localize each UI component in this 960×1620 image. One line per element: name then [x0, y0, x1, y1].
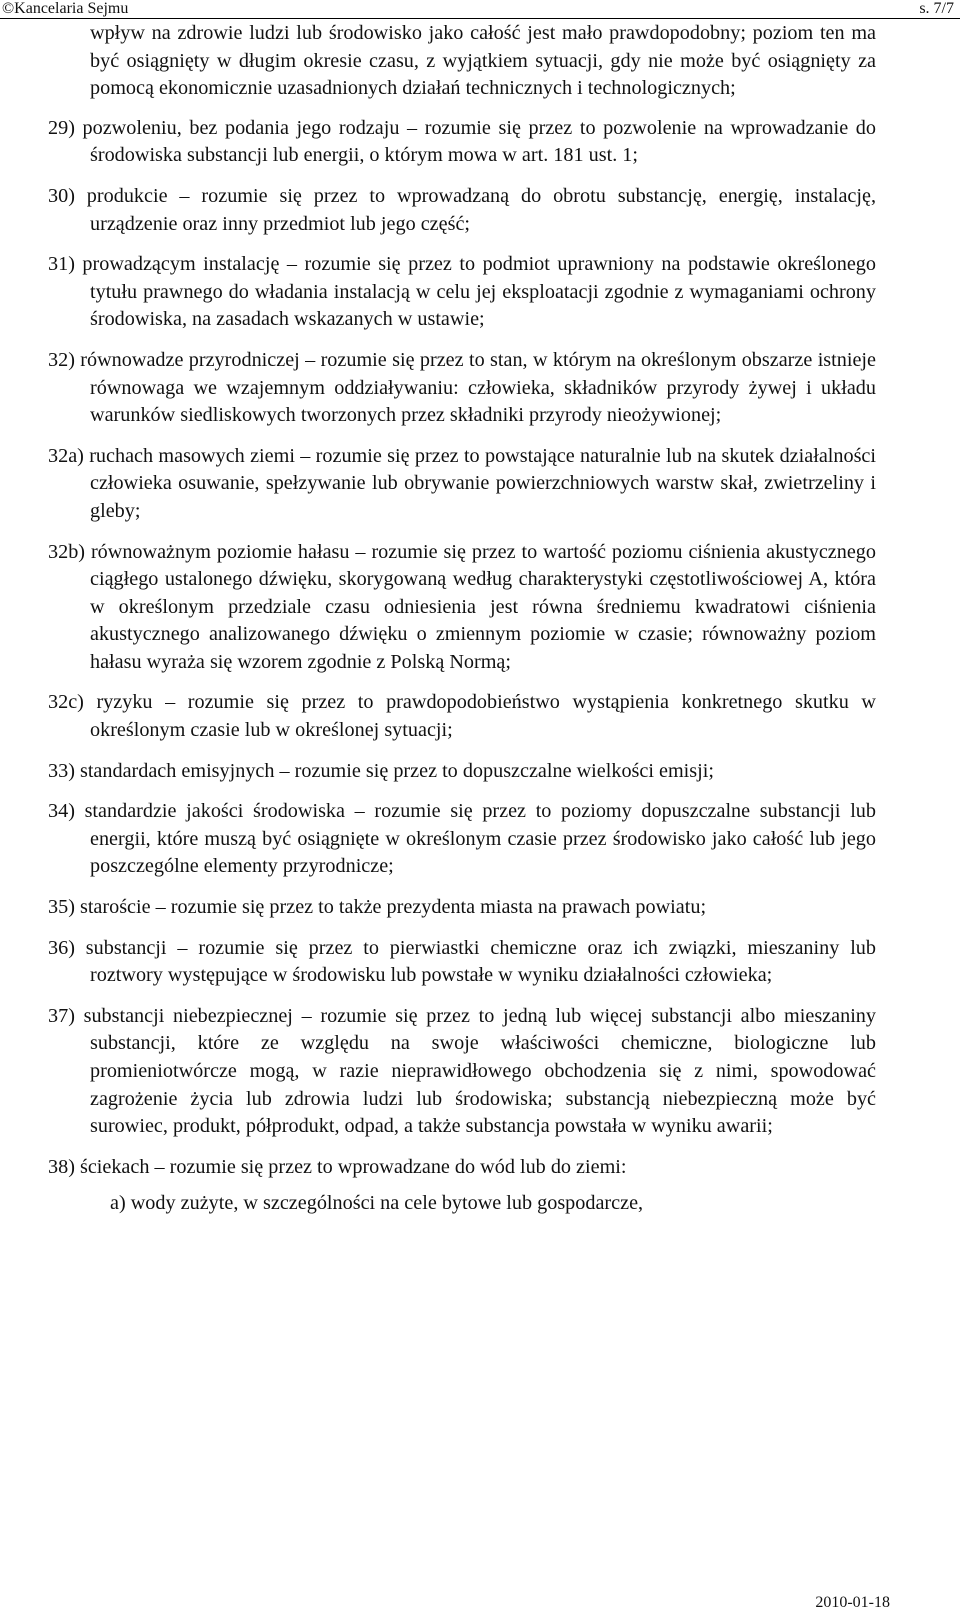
continuation-paragraph: wpływ na zdrowie ludzi lub środowisko jako całość jest mało prawdopodobny; poziom ten ma być osiągnięty w długim okresie czasu, z wyjątkiem sytuacji, gdy nie może być osiągnięty za pomocą ekonomicznie uzasadnionych działań technicznych i technologicznych;: [90, 22, 876, 100]
definition-36: 36) substancji – rozumie się przez to pierwiastki chemiczne oraz ich związki, mieszaniny lub roztwory występujące w środowisku lub powstałe w wyniku działalności człowieka;: [48, 936, 876, 987]
definition-30: 30) produkcie – rozumie się przez to wprowadzaną do obrotu substancję, energię, instalację, urządzenie oraz inny przedmiot lub jego część;: [48, 184, 876, 235]
header-divider: [0, 18, 960, 19]
definition-34: 34) standardzie jakości środowiska – rozumie się przez to poziomy dopuszczalne substancji lub energii, które muszą być osiągnięte w określonym czasie przez środowisko jako całość lub jego poszczególne elementy przyrodnicze;: [48, 800, 876, 878]
definition-35: 35) staroście – rozumie się przez to także prezydenta miasta na prawach powiatu;: [48, 896, 707, 919]
page-number: s. 7/7: [919, 0, 954, 17]
definition-31: 31) prowadzącym instalację – rozumie się przez to podmiot uprawniony na podstawie określonego tytułu prawnego do władania instalacją w celu jej eksploatacji zgodnie z wymaganiami ochrony środowiska, na zasadach wskazanych w ustawie;: [48, 253, 876, 331]
definition-33: 33) standardach emisyjnych – rozumie się przez to dopuszczalne wielkości emisji;: [48, 759, 714, 782]
definition-32: 32) równowadze przyrodniczej – rozumie się przez to stan, w którym na określonym obszarze istnieje równowaga we wzajemnym oddziaływaniu: człowieka, składników przyrody żywej i układu warunków siedliskowych tworzonych przez składniki przyrody nieożywionej;: [48, 348, 876, 427]
definition-32c: 32c) ryzyku – rozumie się przez to prawdopodobieństwo wystąpienia konkretnego skutku w określonym czasie lub w określonej sytuacji;: [48, 691, 876, 742]
definition-37: 37) substancji niebezpiecznej – rozumie się przez to jedną lub więcej substancji albo mieszaniny substancji, które ze względu na swoje właściwości chemiczne, biologiczne lub promieniotwórcze mogą, w razie nieprawidłowego obchodzenia się z nimi, spowodować zagrożenie życia lub zdrowia ludzi lub środowiska; substancją niebezpieczną może być surowiec, produkt, półprodukt, odpad, a także substancja powstała w wyniku awarii;: [48, 1004, 876, 1138]
header-source: ©Kancelaria Sejmu: [2, 0, 129, 17]
footer-date: 2010-01-18: [815, 1594, 890, 1611]
definition-32b: 32b) równoważnym poziomie hałasu – rozumie się przez to wartość poziomu ciśnienia akustycznego ciągłego ustalonego dźwięku, skorygowaną według charakterystyki częstotliwościowej A, która w określonym przedziale czasu odniesienia jest równa średniemu kwadratowi ciśnienia akustycznego analizowanego dźwięku o zmiennym poziomie w czasie; równoważny poziom hałasu wyraża się wzorem zgodnie z Polską Normą;: [48, 540, 876, 673]
definition-32a: 32a) ruchach masowych ziemi – rozumie się przez to powstające naturalnie lub na skutek działalności człowieka osuwanie, spełzywanie lub obrywanie powierzchniowych warstw skał, zwietrzeliny i gleby;: [48, 444, 876, 522]
document-body: [48, 20, 876, 1218]
definition-29: 29) pozwoleniu, bez podania jego rodzaju – rozumie się przez to pozwolenie na wprowadzanie do środowiska substancji lub energii, o którym mowa w art. 181 ust. 1;: [48, 116, 876, 167]
definition-38: 38) ściekach – rozumie się przez to wprowadzane do wód lub do ziemi:: [48, 1155, 627, 1178]
definition-38-subitem-a: a) wody zużyte, w szczególności na cele bytowe lub gospodarcze,: [110, 1192, 644, 1215]
